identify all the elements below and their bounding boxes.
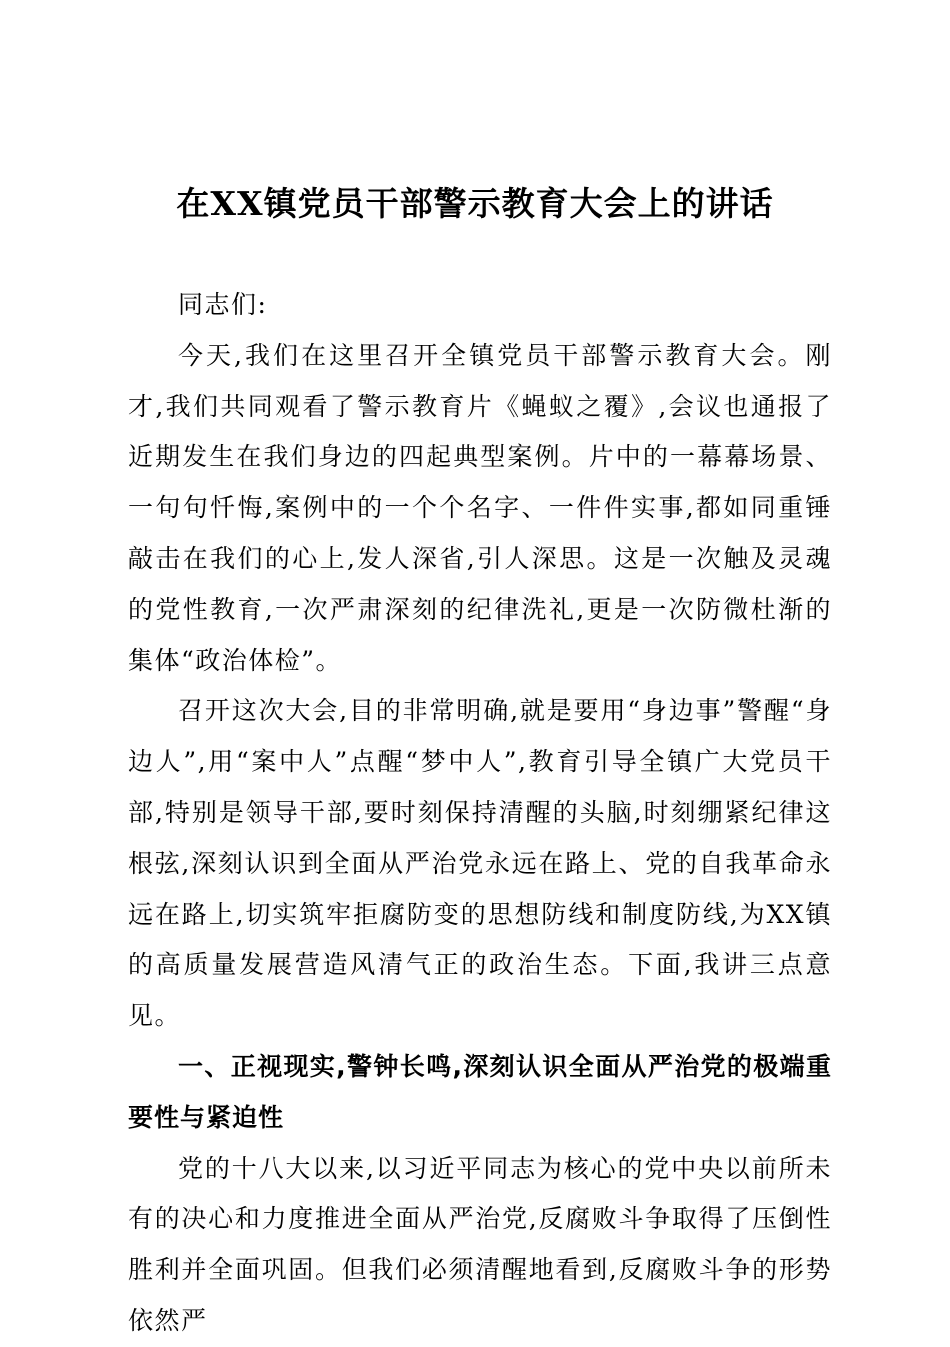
document-title: 在XX镇党员干部警示教育大会上的讲话 [176, 184, 774, 223]
section-paragraph: 党的十八大以来,以习近平同志为核心的党中央以前所未有的决心和力度推进全面从严治党,反腐败斗争取得了压倒性胜利并全面巩固。但我们必须清醒地看到,反腐败斗争的形势依然严 [128, 1153, 832, 1335]
salutation: 同志们: [178, 290, 268, 319]
document-body [128, 280, 832, 1347]
body-paragraph: 今天,我们在这里召开全镇党员干部警示教育大会。刚才,我们共同观看了警示教育片《蝇蚁之覆》,会议也通报了近期发生在我们身边的四起典型案例。片中的一幕幕场景、一句句忏悔,案例中的一个个名字、一件件实事,都如同重锤敲击在我们的心上,发人深省,引人深思。这是一次触及灵魂的党性教育,一次严肃深刻的纪律洗礼,更是一次防微杜渐的集体“政治体检”。 [128, 340, 832, 675]
body-paragraph: 召开这次大会,目的非常明确,就是要用“身边事”警醒“身边人”,用“案中人”点醒“梦中人”,教育引导全镇广大党员干部,特别是领导干部,要时刻保持清醒的头脑,时刻绷紧纪律这根弦,深刻认识到全面从严治党永远在路上、党的自我革命永远在路上,切实筑牢拒腐防变的思想防线和制度防线,为XX镇的高质量发展营造风清气正的政治生态。下面,我讲三点意见。 [128, 696, 832, 1031]
section-heading: 一、正视现实,警钟长鸣,深刻认识全面从严治党的极端重要性与紧迫性 [128, 1051, 832, 1132]
